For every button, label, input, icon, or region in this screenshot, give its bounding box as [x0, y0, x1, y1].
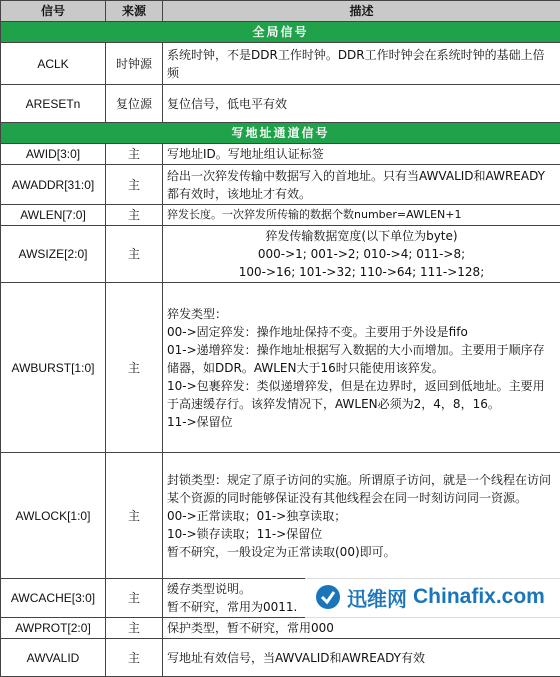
- watermark-chinese: 迅维网: [347, 583, 407, 612]
- description-line: 00->固定猝发：操作地址保持不变。主要用于外设是fifo: [167, 323, 556, 341]
- signal-description: [163, 205, 560, 226]
- description-line: 暂不研究，常用为0011.: [167, 598, 556, 616]
- signal-name: AWID[3:0]: [1, 144, 106, 165]
- description-line: 复位信号，低电平有效: [167, 95, 556, 113]
- signal-name: AWPROT[2:0]: [1, 618, 106, 639]
- signal-source: 时钟源: [106, 43, 163, 85]
- signal-name: AWADDR[31:0]: [1, 165, 106, 205]
- table-row: [1, 144, 560, 165]
- signal-name: AWVALID: [1, 639, 106, 677]
- signal-source: 主: [106, 144, 163, 165]
- description-line: 01->递增猝发：操作地址根据写入数据的大小而增加。主要用于顺序存储器，如DDR。AWLEN大于16时只能使用该猝发。: [167, 341, 556, 377]
- description-line: 000->1; 001->2; 010->4; 011->8;: [167, 245, 556, 263]
- signal-description: [163, 283, 560, 453]
- signal-description: [163, 639, 560, 677]
- signal-name: AWCACHE[3:0]: [1, 579, 106, 618]
- table-row: [1, 226, 560, 283]
- watermark-english: Chinafix.com: [413, 585, 545, 609]
- description-line: 猝发长度。一次猝发所传输的数据个数number=AWLEN+1: [167, 206, 556, 224]
- signal-source: 主: [106, 453, 163, 579]
- description-line: 猝发传输数据宽度(以下单位为byte): [167, 227, 556, 245]
- description-line: 写地址有效信号，当AWVALID和AWREADY有效: [167, 649, 556, 667]
- header-source: 来源: [106, 1, 163, 22]
- section-title-write-address: 写地址通道信号: [1, 123, 560, 144]
- table-row: [1, 639, 560, 677]
- table-row: [1, 85, 560, 123]
- signal-name: ARESETn: [1, 85, 106, 123]
- description-line: 100->16; 101->32; 110->64; 111->128;: [167, 263, 556, 281]
- signal-description: [163, 43, 560, 85]
- table-header-row: [1, 1, 560, 22]
- signal-description: [163, 453, 560, 579]
- description-line: 10->锁存读取；11->保留位: [167, 525, 556, 543]
- signal-name: AWBURST[1:0]: [1, 283, 106, 453]
- signal-description: [163, 144, 560, 165]
- table-row: [1, 205, 560, 226]
- table-row: [1, 453, 560, 579]
- section-title-global: 全局信号: [1, 22, 560, 43]
- description-line: 保护类型，暂不研究，常用000: [167, 619, 556, 637]
- description-line: 缓存类型说明。: [167, 580, 556, 598]
- signal-source: 复位源: [106, 85, 163, 123]
- description-line: 00->正常读取；01->独享读取；: [167, 507, 556, 525]
- watermark: [305, 573, 560, 621]
- signal-source: 主: [106, 165, 163, 205]
- chinafix-logo-icon: [315, 584, 341, 610]
- description-line: 猝发类型：: [167, 305, 556, 323]
- description-line: 给出一次猝发传输中数据写入的首地址。只有当AWVALID和AWREADY都有效时，该地址才有效。: [167, 167, 556, 203]
- header-signal: 信号: [1, 1, 106, 22]
- section-row-global: [1, 22, 560, 43]
- signal-source: 主: [106, 205, 163, 226]
- table-row: [1, 165, 560, 205]
- table-row: [1, 283, 560, 453]
- description-line: 暂不研究，一般设定为正常读取(00)即可。: [167, 543, 556, 561]
- signal-name: AWSIZE[2:0]: [1, 226, 106, 283]
- signal-name: ACLK: [1, 43, 106, 85]
- description-line: 系统时钟，不是DDR工作时钟。DDR工作时钟会在系统时钟的基础上倍频: [167, 46, 556, 82]
- table-row: [1, 43, 560, 85]
- signal-name: AWLOCK[1:0]: [1, 453, 106, 579]
- description-line: 写地址ID。写地址组认证标签: [167, 145, 556, 163]
- signal-source: 主: [106, 618, 163, 639]
- signal-description: [163, 165, 560, 205]
- description-line: 封锁类型：规定了原子访问的实施。所谓原子访问，就是一个线程在访问某个资源的同时能够保证没有其他线程会在同一时刻访问同一资源。: [167, 471, 556, 507]
- signal-description: [163, 85, 560, 123]
- header-description: 描述: [163, 1, 560, 22]
- signal-source: 主: [106, 283, 163, 453]
- signal-description: [163, 226, 560, 283]
- signal-source: 主: [106, 639, 163, 677]
- signal-source: 主: [106, 579, 163, 618]
- signal-name: AWLEN[7:0]: [1, 205, 106, 226]
- description-line: 11->保留位: [167, 413, 556, 431]
- section-row-write-address: [1, 123, 560, 144]
- description-line: 10->包裹猝发：类似递增猝发，但是在边界时，返回到低地址。主要用于高速缓存行。该猝发情况下，AWLEN必须为2，4，8，16。: [167, 377, 556, 413]
- signal-source: 主: [106, 226, 163, 283]
